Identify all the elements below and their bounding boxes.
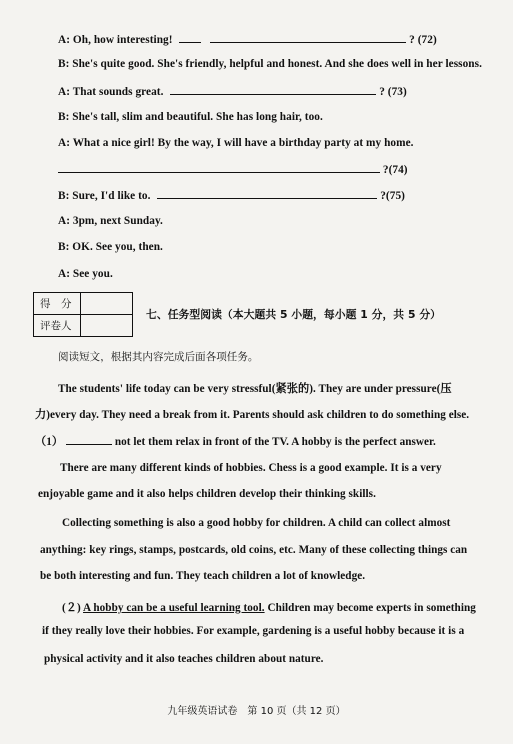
item-number: （1） bbox=[35, 436, 64, 448]
score-table bbox=[33, 292, 133, 337]
passage-line: physical activity and it also teaches children about nature. bbox=[44, 653, 324, 665]
passage-text: not let them relax in front of the TV. A hobby is the perfect answer. bbox=[114, 436, 436, 448]
passage-line: if they really love their hobbies. For example, gardening is a useful hobby because it is a bbox=[42, 625, 465, 637]
dialogue-line-72 bbox=[58, 32, 437, 46]
grader-label: 评卷人 bbox=[34, 315, 81, 337]
dialogue-text: B: Sure, I'd like to. bbox=[58, 190, 151, 202]
dialogue-line: B: She's quite good. She's friendly, helpful and honest. And she does well in her lessons. bbox=[58, 58, 482, 70]
dialogue-line: B: She's tall, slim and beautiful. She has long hair, too. bbox=[58, 111, 323, 123]
score-label: 得 分 bbox=[34, 293, 81, 315]
passage-line: There are many different kinds of hobbies. Chess is a good example. It is a very bbox=[60, 462, 442, 474]
passage-line: anything: key rings, stamps, postcards, old coins, etc. Many of these collecting things can bbox=[40, 544, 468, 556]
item-number: (２) bbox=[62, 602, 81, 614]
question-number: ?(74) bbox=[382, 164, 408, 176]
page-footer: 九年级英语试卷 第 10 页（共 12 页） bbox=[167, 706, 346, 717]
answer-blank-72[interactable] bbox=[210, 32, 406, 43]
answer-blank-75[interactable] bbox=[157, 188, 377, 199]
passage-line: The students' life today can be very stressful(紧张的). They are under pressure(压 bbox=[58, 383, 452, 395]
answer-blank-73[interactable] bbox=[170, 84, 376, 95]
passage-line-blank-1 bbox=[35, 433, 436, 449]
question-number: ? (72) bbox=[409, 34, 437, 46]
answer-blank-1[interactable] bbox=[66, 434, 112, 445]
section-title: 七、任务型阅读（本大题共 5 小题，每小题 1 分，共 5 分） bbox=[146, 308, 442, 321]
passage-text: Children may become experts in something bbox=[267, 602, 476, 614]
passage-line-item-2 bbox=[62, 599, 476, 615]
question-number: ?(75) bbox=[380, 190, 405, 202]
section-instruction: 阅读短文，根据其内容完成后面各项任务。 bbox=[58, 351, 259, 363]
answer-blank[interactable] bbox=[179, 32, 201, 43]
grader-cell[interactable] bbox=[81, 315, 133, 337]
underlined-sentence: A hobby can be a useful learning tool. bbox=[83, 602, 265, 614]
dialogue-line: B: OK. See you, then. bbox=[58, 241, 163, 253]
passage-line: Collecting something is also a good hobby for children. A child can collect almost bbox=[62, 517, 451, 529]
dialogue-line-74 bbox=[58, 162, 408, 176]
answer-blank-74[interactable] bbox=[58, 162, 380, 173]
dialogue-line: A: What a nice girl! By the way, I will have a birthday party at my home. bbox=[58, 137, 414, 149]
dialogue-line-75 bbox=[58, 188, 405, 202]
dialogue-line: A: See you. bbox=[58, 268, 113, 280]
dialogue-line-73 bbox=[58, 84, 407, 98]
score-cell[interactable] bbox=[81, 293, 133, 315]
passage-line: be both interesting and fun. They teach children a lot of knowledge. bbox=[40, 570, 366, 582]
question-number: ? (73) bbox=[379, 86, 407, 98]
passage-line: enjoyable game and it also helps children develop their thinking skills. bbox=[38, 488, 376, 500]
dialogue-text: A: That sounds great. bbox=[58, 86, 164, 98]
passage-line: 力)every day. They need a break from it. Parents should ask children to do something else. bbox=[35, 409, 470, 421]
dialogue-line: A: 3pm, next Sunday. bbox=[58, 215, 163, 227]
dialogue-text: A: Oh, how interesting! bbox=[58, 34, 173, 46]
